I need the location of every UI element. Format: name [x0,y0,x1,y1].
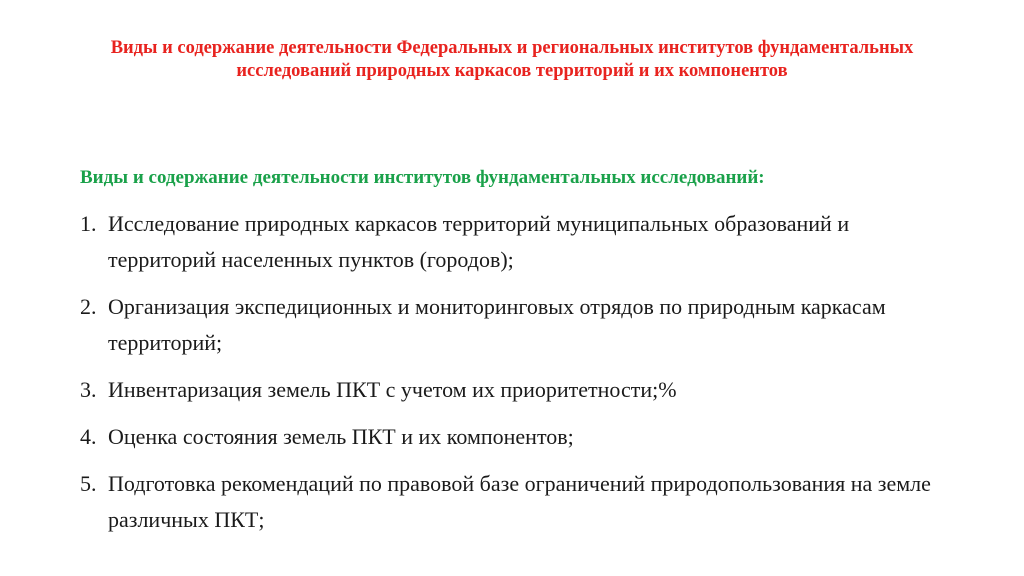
list-item-text: Инвентаризация земель ПКТ с учетом их приоритетности;% [108,377,677,402]
list-item-number: 2. [80,294,97,319]
slide-subtitle: Виды и содержание деятельности институтов фундаментальных исследований: [80,167,765,188]
list-item [80,289,960,361]
list-item [80,419,960,455]
list-item-number: 5. [80,471,97,496]
activity-list [80,206,960,549]
list-item-text: Подготовка рекомендаций по правовой базе ограничений природопользования на земле различных ПКТ; [108,471,931,532]
list-item-text: Оценка состояния земель ПКТ и их компонентов; [108,424,574,449]
list-item-text: Организация экспедиционных и мониторинговых отрядов по природным каркасам территорий; [108,294,886,355]
list-item-number: 1. [80,211,97,236]
list-item-number: 3. [80,377,97,402]
list-item-number: 4. [80,424,97,449]
list-item [80,206,960,278]
list-item-text: Исследование природных каркасов территорий муниципальных образований и территорий населенных пунктов (городов); [108,211,850,272]
slide-title: Виды и содержание деятельности Федеральных и региональных институтов фундаментальных исследований природных каркасов территорий и их компонентов [110,38,914,81]
list-item [80,372,960,408]
list-item [80,466,960,538]
